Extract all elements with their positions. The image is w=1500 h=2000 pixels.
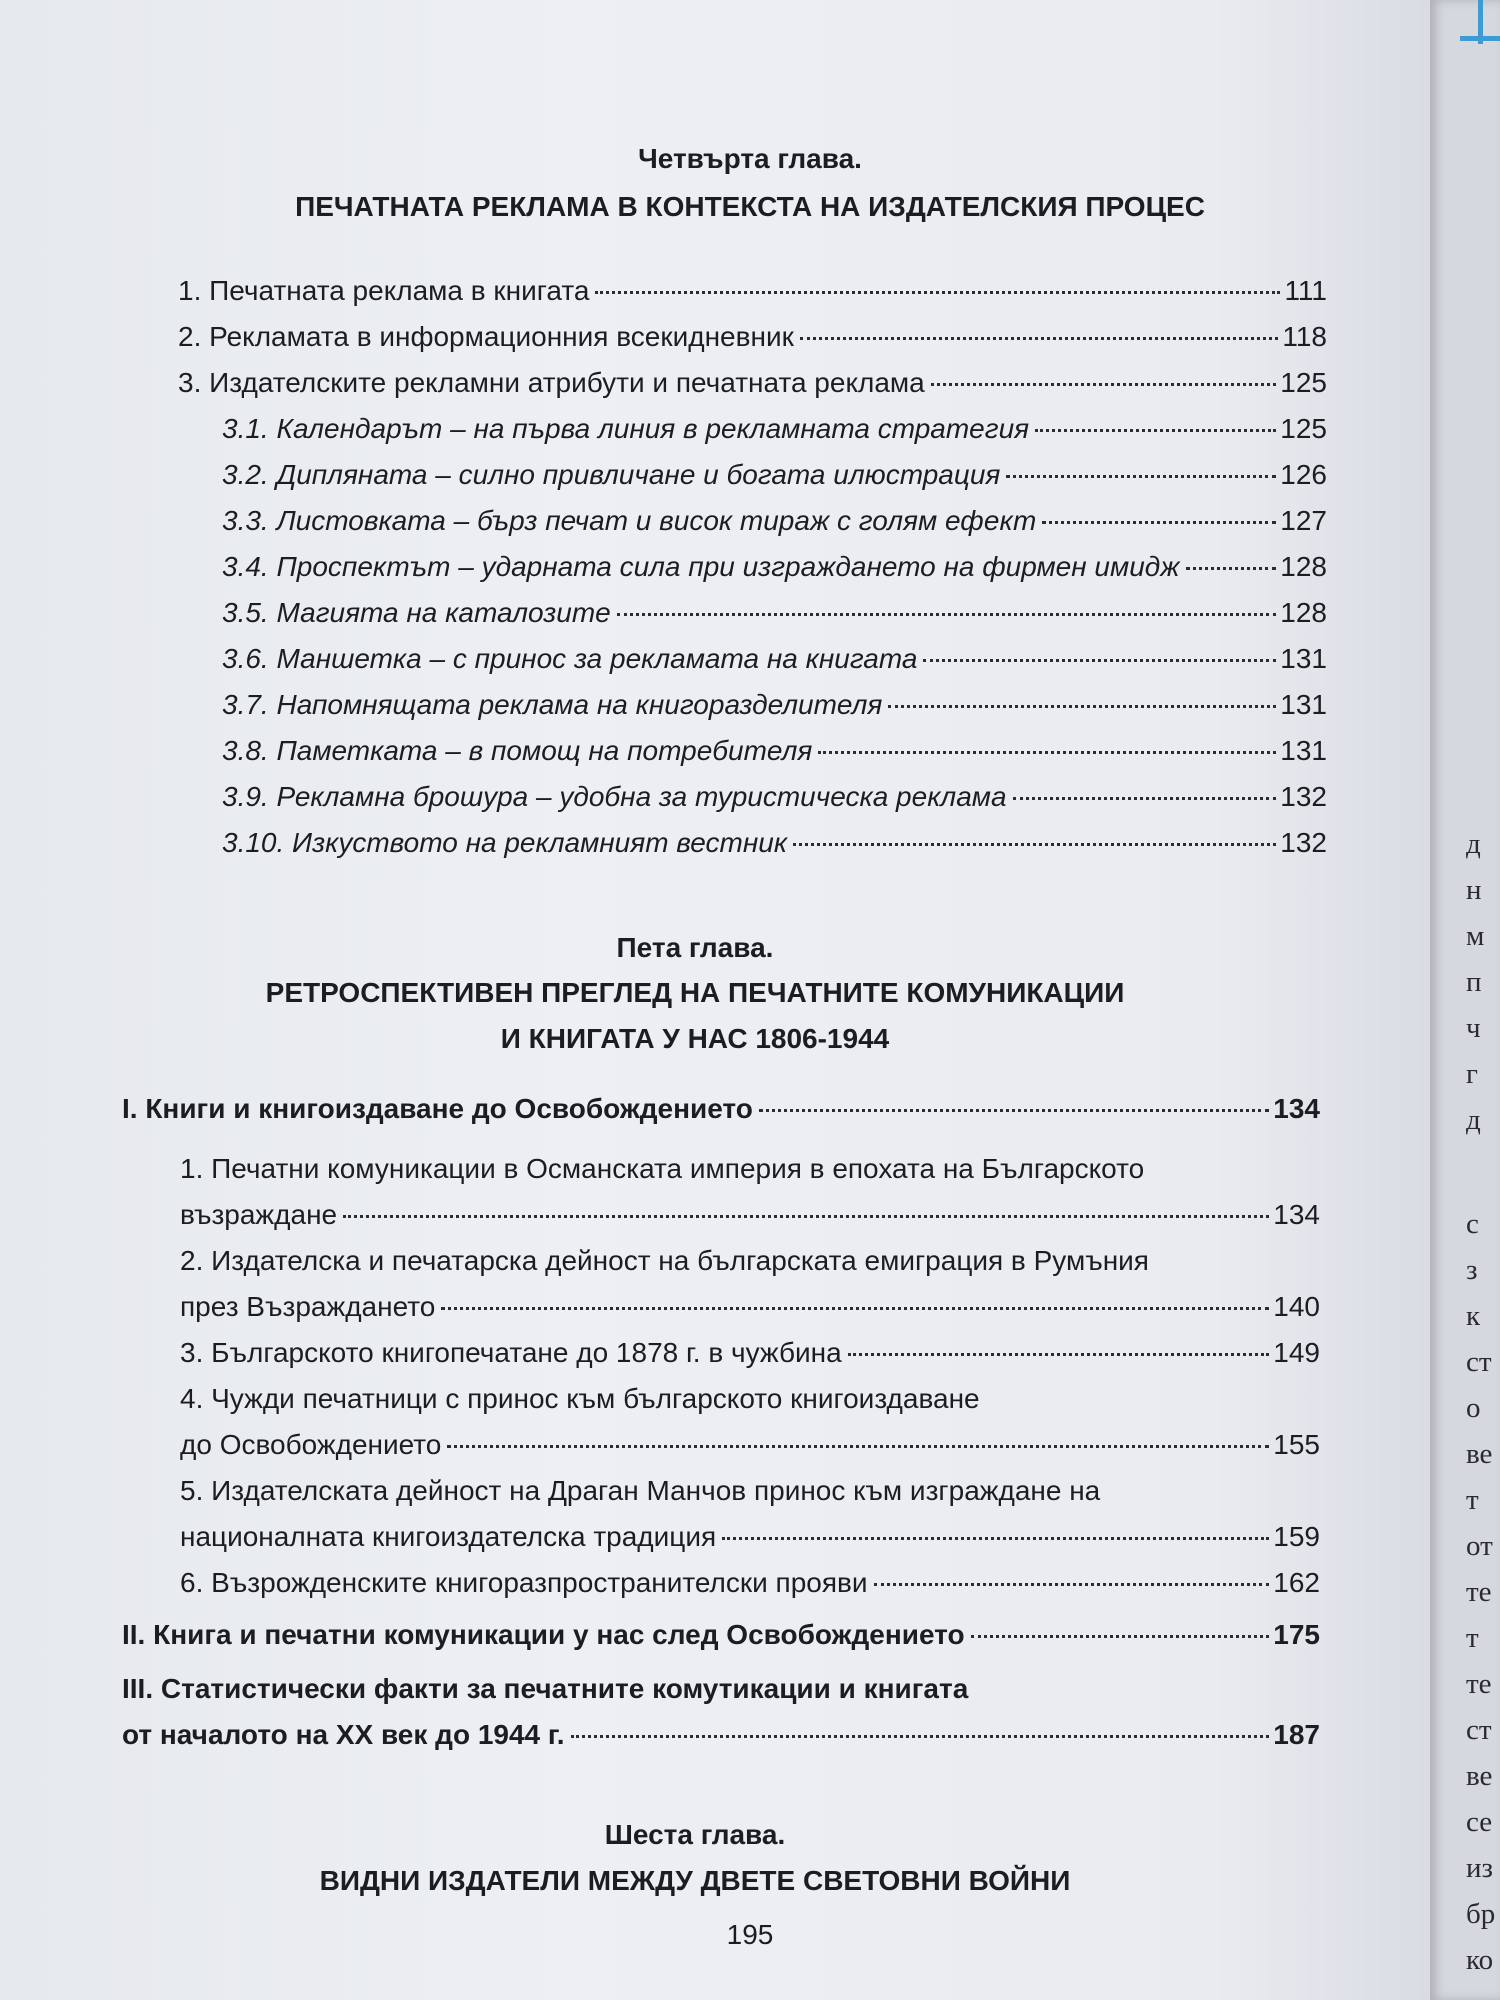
leader-dots	[571, 1735, 1270, 1738]
entry-line1: 5. Издателската дейност на Драган Манчов принос към изграждане на	[180, 1475, 1101, 1506]
facing-page-letter: з	[1466, 1254, 1478, 1286]
toc-subentry	[222, 636, 1327, 682]
entry-text: 3.6. Маншетка – с принос за рекламата на книгата	[222, 643, 918, 674]
facing-page-letter: те	[1466, 1576, 1492, 1608]
facing-page-letter: ст	[1466, 1346, 1492, 1378]
leader-dots	[617, 613, 1277, 616]
entry-page: 128	[1280, 597, 1327, 628]
entry-line1: 2. Издателска и печатарска дейност на българската емиграция в Румъния	[180, 1245, 1149, 1276]
chapter4-label: Четвърта глава.	[638, 143, 862, 174]
facing-page-letter: ко	[1466, 1944, 1494, 1976]
facing-page-letter: бр	[1466, 1898, 1496, 1930]
entry-text: 3.3. Листовката – бърз печат и висок тираж с голям ефект	[222, 505, 1037, 536]
page-number: 195	[726, 1919, 774, 1950]
toc-subentry	[222, 498, 1327, 544]
toc-entry	[180, 1422, 1320, 1468]
facing-page-letter: м	[1466, 920, 1485, 952]
facing-page-letter: д	[1466, 1104, 1481, 1136]
toc-section	[122, 1712, 1320, 1758]
toc-entry	[180, 1514, 1320, 1560]
facing-page-letter: се	[1466, 1806, 1493, 1838]
toc-section	[122, 1086, 1320, 1132]
entry-page: 159	[1273, 1521, 1320, 1552]
facing-page-letter: ве	[1466, 1760, 1493, 1792]
entry-text: националната книгоиздателска традиция	[180, 1521, 717, 1552]
leader-dots	[595, 291, 1280, 294]
section-page: 187	[1273, 1719, 1320, 1750]
leader-dots	[343, 1215, 1269, 1218]
toc-entry	[180, 1192, 1320, 1238]
toc-entry	[180, 1560, 1320, 1606]
entry-line1: 1. Печатни комуникации в Османската империя в епохата на Българското	[180, 1153, 1145, 1184]
leader-dots	[1186, 567, 1277, 570]
toc-subentry	[222, 774, 1327, 820]
leader-dots	[923, 659, 1276, 662]
leader-dots	[848, 1353, 1270, 1356]
facing-page-letter: г	[1466, 1058, 1478, 1090]
leader-dots	[971, 1635, 1270, 1638]
entry-page: 132	[1280, 781, 1327, 812]
section-text: I. Книги и книгоиздаване до Освобождението	[122, 1093, 753, 1124]
chapter4-title: ПЕЧАТНАТА РЕКЛАМА В КОНТЕКСТА НА ИЗДАТЕЛСКИЯ ПРОЦЕС	[295, 191, 1205, 222]
leader-dots	[931, 383, 1277, 386]
facing-page-letter: с	[1466, 1208, 1479, 1240]
facing-page-letter: п	[1466, 966, 1482, 998]
facing-page-letter: о	[1466, 1392, 1481, 1424]
facing-page-letter: от	[1466, 1530, 1493, 1562]
facing-page-letter: т	[1466, 1484, 1479, 1516]
facing-page-letter: ст	[1466, 1714, 1492, 1746]
section-text: II. Книга и печатни комуникации у нас след Освобождението	[122, 1619, 965, 1650]
entry-page: 128	[1280, 551, 1327, 582]
facing-page-letter: ч	[1466, 1012, 1481, 1044]
entry-text: 3.2. Дипляната – силно привличане и богата илюстрация	[222, 459, 1001, 490]
toc-subentry	[222, 590, 1327, 636]
entry-page: 140	[1273, 1291, 1320, 1322]
facing-page-letter: к	[1466, 1300, 1481, 1332]
entry-page: 131	[1280, 689, 1327, 720]
chapter6-label: Шеста глава.	[604, 1819, 786, 1850]
entry-text: 3.4. Проспектът – ударната сила при изграждането на фирмен имидж	[222, 551, 1180, 582]
facing-page-letter: те	[1466, 1668, 1492, 1700]
entry-page: 118	[1282, 321, 1327, 352]
leader-dots	[818, 751, 1276, 754]
entry-page: 162	[1273, 1567, 1320, 1598]
leader-dots	[1035, 429, 1276, 432]
entry-text: 1. Печатната реклама в книгата	[178, 275, 590, 306]
entry-page: 155	[1273, 1429, 1320, 1460]
leader-dots	[441, 1307, 1269, 1310]
entry-text: възраждане	[180, 1199, 338, 1230]
toc-subentry	[222, 728, 1327, 774]
toc-entry	[178, 268, 1327, 314]
section-page: 134	[1273, 1093, 1320, 1124]
corner-mark-icon	[1460, 0, 1500, 44]
chapter5-title-line1: РЕТРОСПЕКТИВЕН ПРЕГЛЕД НА ПЕЧАТНИТЕ КОМУНИКАЦИИ	[265, 977, 1125, 1008]
entry-page: 149	[1273, 1337, 1320, 1368]
entry-page: 131	[1280, 643, 1327, 674]
section-page: 175	[1273, 1619, 1320, 1650]
facing-page	[1430, 0, 1500, 2000]
entry-text: 3.1. Календарът – на първа линия в рекламната стратегия	[222, 413, 1030, 444]
chapter6-title: ВИДНИ ИЗДАТЕЛИ МЕЖДУ ДВЕТЕ СВЕТОВНИ ВОЙНИ	[319, 1865, 1071, 1896]
toc-entry	[180, 1284, 1320, 1330]
entry-page: 126	[1280, 459, 1327, 490]
section-line1: III. Статистически факти за печатните комутикации и книгата	[122, 1673, 969, 1704]
leader-dots	[800, 337, 1279, 340]
facing-page-letter: д	[1466, 828, 1481, 860]
leader-dots	[1006, 475, 1276, 478]
facing-page-letter: ве	[1466, 1438, 1493, 1470]
chapter5-label: Пета глава.	[616, 932, 774, 963]
entry-page: 111	[1284, 275, 1327, 306]
leader-dots	[1042, 521, 1276, 524]
entry-line1: 4. Чужди печатници с принос към българското книгоиздаване	[180, 1383, 980, 1414]
entry-text: 3. Българското книгопечатане до 1878 г. в чужбина	[180, 1337, 842, 1368]
entry-text: 2. Рекламата в информационния всекидневник	[178, 321, 794, 352]
toc-entry	[178, 360, 1327, 406]
section-text: от началото на XX век до 1944 г.	[122, 1719, 565, 1750]
leader-dots	[722, 1537, 1269, 1540]
toc-subentry	[222, 544, 1327, 590]
entry-text: през Възраждането	[180, 1291, 436, 1322]
entry-page: 134	[1273, 1199, 1320, 1230]
entry-text: 3. Издателските рекламни атрибути и печатната реклама	[178, 367, 925, 398]
toc-subentry	[222, 820, 1327, 866]
toc-subentry	[222, 682, 1327, 728]
chapter5-title-line2: И КНИГАТА У НАС 1806-1944	[500, 1023, 890, 1054]
toc-section	[122, 1612, 1320, 1658]
leader-dots	[874, 1583, 1270, 1586]
facing-page-letter: н	[1466, 874, 1482, 906]
facing-page-letter: из	[1466, 1852, 1493, 1884]
toc-subentry	[222, 406, 1327, 452]
entry-text: 3.10. Изкуството на рекламният вестник	[222, 827, 788, 858]
entry-text: 3.9. Рекламна брошура – удобна за туристическа реклама	[222, 781, 1007, 812]
toc-subentry	[222, 452, 1327, 498]
entry-text: 3.5. Магията на каталозите	[222, 597, 611, 628]
entry-page: 127	[1280, 505, 1327, 536]
leader-dots	[759, 1109, 1269, 1112]
leader-dots	[1013, 797, 1277, 800]
entry-page: 131	[1280, 735, 1327, 766]
leader-dots	[447, 1445, 1269, 1448]
leader-dots	[793, 843, 1276, 846]
toc-entry	[180, 1330, 1320, 1376]
facing-page-letter: т	[1466, 1622, 1479, 1654]
entry-page: 132	[1280, 827, 1327, 858]
entry-text: до Освобождението	[180, 1429, 442, 1460]
leader-dots	[888, 705, 1276, 708]
toc-entry	[178, 314, 1327, 360]
entry-page: 125	[1280, 367, 1327, 398]
entry-text: 3.7. Напомнящата реклама на книгоразделителя	[222, 689, 883, 720]
entry-text: 3.8. Паметката – в помощ на потребителя	[222, 735, 813, 766]
entry-page: 125	[1280, 413, 1327, 444]
entry-text: 6. Възрожденските книгоразпространителски прояви	[180, 1567, 868, 1598]
